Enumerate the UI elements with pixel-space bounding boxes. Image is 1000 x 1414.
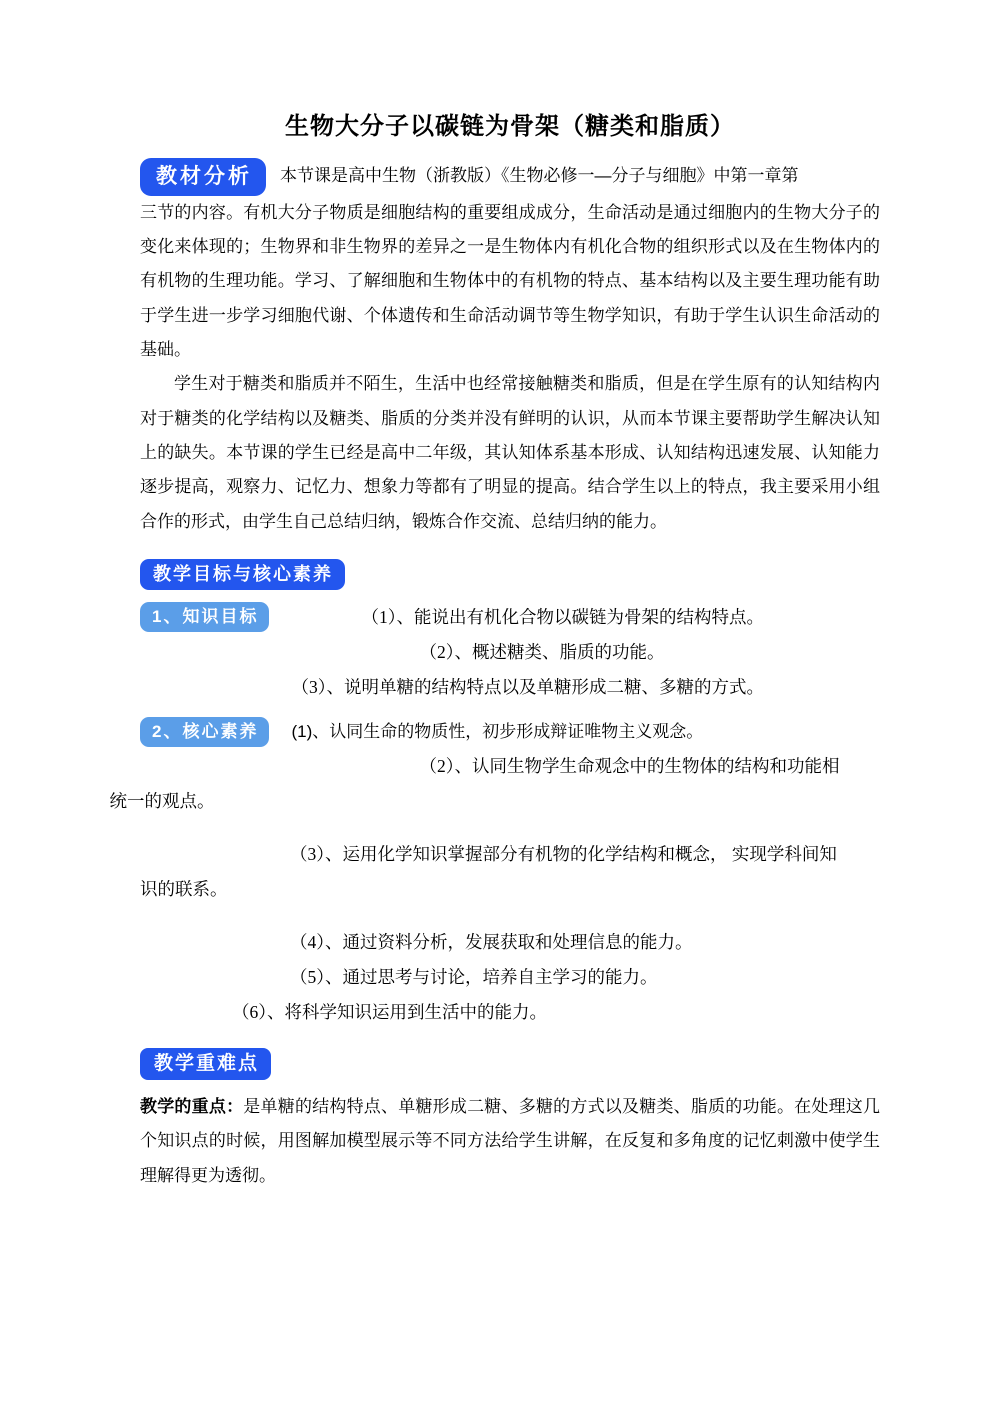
knowledge-badge-col: [140, 600, 269, 632]
list-item: （2）、概述糖类、脂质的功能。: [419, 641, 665, 662]
spacer: [140, 907, 880, 925]
knowledge-objectives-row: [140, 600, 880, 705]
analysis-paragraph-1-rest: 三节的内容。有机大分子物质是细胞结构的重要组成成分，生命活动是通过细胞内的生物大分子的变化来体现的；生物界和非生物界的差异之一是生物体内有机化合物的组织形式以及在生物体内的有机物的生理功能。学习、了解细胞和生物体中的有机物的特点、基本结构以及主要生理功能有助于学生进一步学习细胞代谢、个体遗传和生命活动调节等生物学知识，有助于学生认识生命活动的基础。: [140, 202, 880, 359]
core-literacy-row: [109, 715, 880, 819]
objectives-badge-row: [140, 559, 880, 590]
literacy-badge-col: [140, 715, 269, 747]
badge-knowledge-objectives: 1、知识目标: [140, 602, 269, 632]
analysis-paragraph-2: 学生对于糖类和脂质并不陌生，生活中也经常接触糖类和脂质，但是在学生原有的认知结构内对于糖类的化学结构以及糖类、脂质的分类并没有鲜明的认识，从而本节课主要帮助学生解决认知上的缺失。本节课的学生已经是高中二年级，其认知体系基本形成、认知结构迅速发展、认知能力逐步提高，观察力、记忆力、想象力等都有了明显的提高。结合学生以上的特点，我主要采用小组合作的形式，由学生自己总结归纳，锻炼合作交流、总结归纳的能力。: [140, 374, 880, 531]
focus-paragraph: [140, 1090, 880, 1193]
list-item-wrap: 统一的观点。: [109, 790, 215, 811]
list-item: （1）、能说出有机化合物以碳链为骨架的结构特点。: [361, 606, 764, 627]
list-item: （4）、通过资料分析，发展获取和处理信息的能力。: [290, 931, 693, 952]
list-item: （3）、说明单糖的结构特点以及单糖形成二糖、多糖的方式。: [291, 676, 764, 697]
analysis-paragraph-1-first-line: 本节课是高中生物（浙教版）《生物必修一—分子与细胞》中第一章第: [280, 166, 799, 186]
spacer: [140, 819, 880, 837]
badge-teaching-focus: 教学重难点: [140, 1048, 271, 1080]
page-title: 生物大分子以碳链为骨架（糖类和脂质）: [285, 113, 735, 140]
list-item: （5）、通过思考与讨论，培养自主学习的能力。: [290, 966, 658, 987]
spacer: [140, 705, 880, 715]
spacer: [140, 590, 880, 600]
list-item: （2）、认同生物学生命观念中的生物体的结构和功能相: [419, 755, 840, 776]
badge-textbook-analysis: 教材分析: [140, 158, 266, 196]
focus-label: 教学的重点：: [140, 1096, 244, 1116]
badge-teaching-objectives: 教学目标与核心素养: [140, 559, 345, 590]
focus-text: 是单糖的结构特点、单糖形成二糖、多糖的方式以及糖类、脂质的功能。在处理这几个知识点的时候，用图解加模型展示等不同方法给学生讲解，在反复和多角度的记忆刺激中使学生理解得更为透彻。: [140, 1096, 881, 1185]
section-textbook-analysis: [140, 158, 880, 539]
list-item: （3）、运用化学知识掌握部分有机物的化学结构和概念， 实现学科间知: [290, 843, 837, 864]
core-literacy-list-continued: [140, 837, 880, 1030]
list-item-wrap: 识的联系。: [140, 878, 228, 899]
knowledge-objectives-list: [269, 600, 880, 705]
section-teaching-objectives: [109, 559, 880, 1030]
list-item: (1)、认同生命的物质性，初步形成辩证唯物主义观念。: [291, 721, 704, 741]
badge-core-literacy: 2、核心素养: [140, 717, 269, 747]
list-item: （6）、将科学知识运用到生活中的能力。: [232, 1001, 547, 1022]
section-teaching-focus: [140, 1048, 880, 1193]
analysis-lead-row: [140, 158, 880, 196]
focus-badge-row: [140, 1048, 880, 1080]
